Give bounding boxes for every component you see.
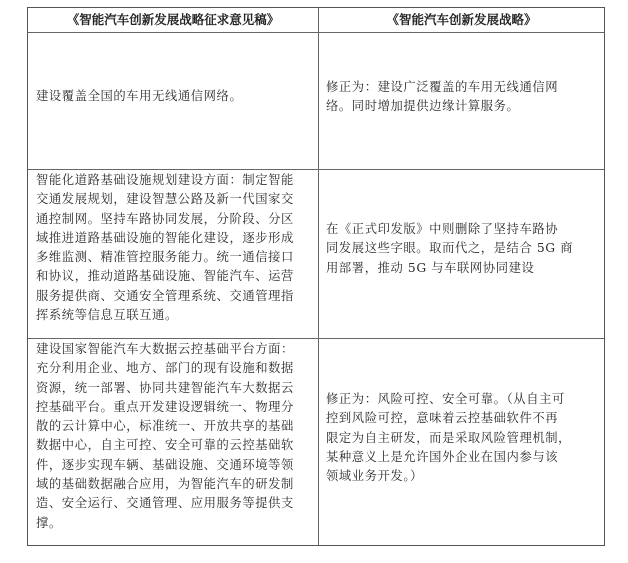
row3-draft-line: 充分利用企业、地方、部门的现有设施和数据: [36, 361, 294, 376]
row3-draft-line: 数据中心，自主可控、安全可靠的云控基础软: [36, 438, 294, 453]
row-divider: [28, 32, 604, 33]
row3-final-line: 修正为：风险可控、安全可靠。（从自主可: [326, 392, 565, 406]
row2-final-line: 在《正式印发版》中则删除了坚持车路协: [326, 222, 559, 236]
header-final: 《智能汽车创新发展战略》: [386, 12, 537, 27]
row2-draft-line: 域推进道路基础设施的智能化建设，逐步形成: [36, 230, 294, 245]
row1-final-line: 络。同时增加提供边缘计算服务。: [326, 99, 520, 114]
row3-draft-line: 控基础平台。重点开发建设逻辑统一、物理分: [36, 399, 294, 414]
row2-draft-line: 和协议，推动道路基础设施、智能汽车、运营: [36, 269, 294, 284]
row2-draft-line: 多维监测、精准管控服务能力。统一通信接口: [36, 250, 294, 265]
row3-draft-line: 域的基础数据融合应用，为智能汽车的研发制: [36, 477, 294, 492]
row1-draft-cell: [36, 87, 242, 106]
row2-final-line: 用部署，推动 5G 与车联网协同建设: [326, 260, 535, 275]
row2-draft-line: 服务提供商、交通安全管理系统、交通管理指: [36, 288, 294, 303]
row3-final-line: 领域业务开发。）: [326, 469, 424, 484]
row1-final-cell: [326, 78, 558, 117]
row2-final-cell: [326, 220, 573, 278]
row3-final-line: 限定为自主研发，而是采取风险管理机制，: [326, 430, 572, 445]
row3-draft-cell: [36, 340, 294, 533]
row3-final-cell: [326, 390, 571, 486]
row3-draft-line: 撑。: [36, 515, 62, 530]
row2-draft-line: 挥系统等信息互联互通。: [36, 308, 178, 323]
header-draft: 《智能汽车创新发展战略征求意见稿》: [66, 12, 280, 27]
row3-draft-line: 件，逐步实现车辆、基础设施、交通环境等领: [36, 457, 294, 472]
row2-draft-cell: [36, 171, 294, 325]
row3-draft-line: 资源，统一部署、协同共建智能汽车大数据云: [36, 380, 294, 395]
row2-draft-line: 交通发展规划，建设智慧公路及新一代国家交: [36, 192, 294, 207]
row2-final-line: 同发展这些字眼。取而代之，是结合 5G 商: [326, 241, 574, 256]
row3-final-line: 控到风险可控，意味着云控基础软件不再: [326, 411, 559, 426]
row-divider: [28, 169, 604, 170]
row1-draft-line: 建设覆盖全国的车用无线通信网络。: [36, 89, 243, 103]
row-divider: [28, 338, 604, 339]
row2-draft-line: 智能化道路基础设施规划建设方面：制定智能: [36, 173, 294, 187]
row2-draft-line: 通控制网。坚持车路协同发展，分阶段、分区: [36, 211, 294, 226]
row3-final-line: 某种意义上是允许国外企业在国内参与该: [326, 449, 559, 464]
row1-final-line: 修正为：建设广泛覆盖的车用无线通信网: [326, 80, 559, 94]
comparison-table: [27, 7, 605, 546]
row3-draft-line: 散的云计算中心，标准统一、开放共享的基础: [36, 419, 294, 434]
row3-draft-line: 造、安全运行、交通管理、应用服务等提供支: [36, 496, 294, 511]
row3-draft-line: 建设国家智能汽车大数据云控基础平台方面：: [36, 342, 294, 356]
column-divider: [318, 8, 319, 545]
